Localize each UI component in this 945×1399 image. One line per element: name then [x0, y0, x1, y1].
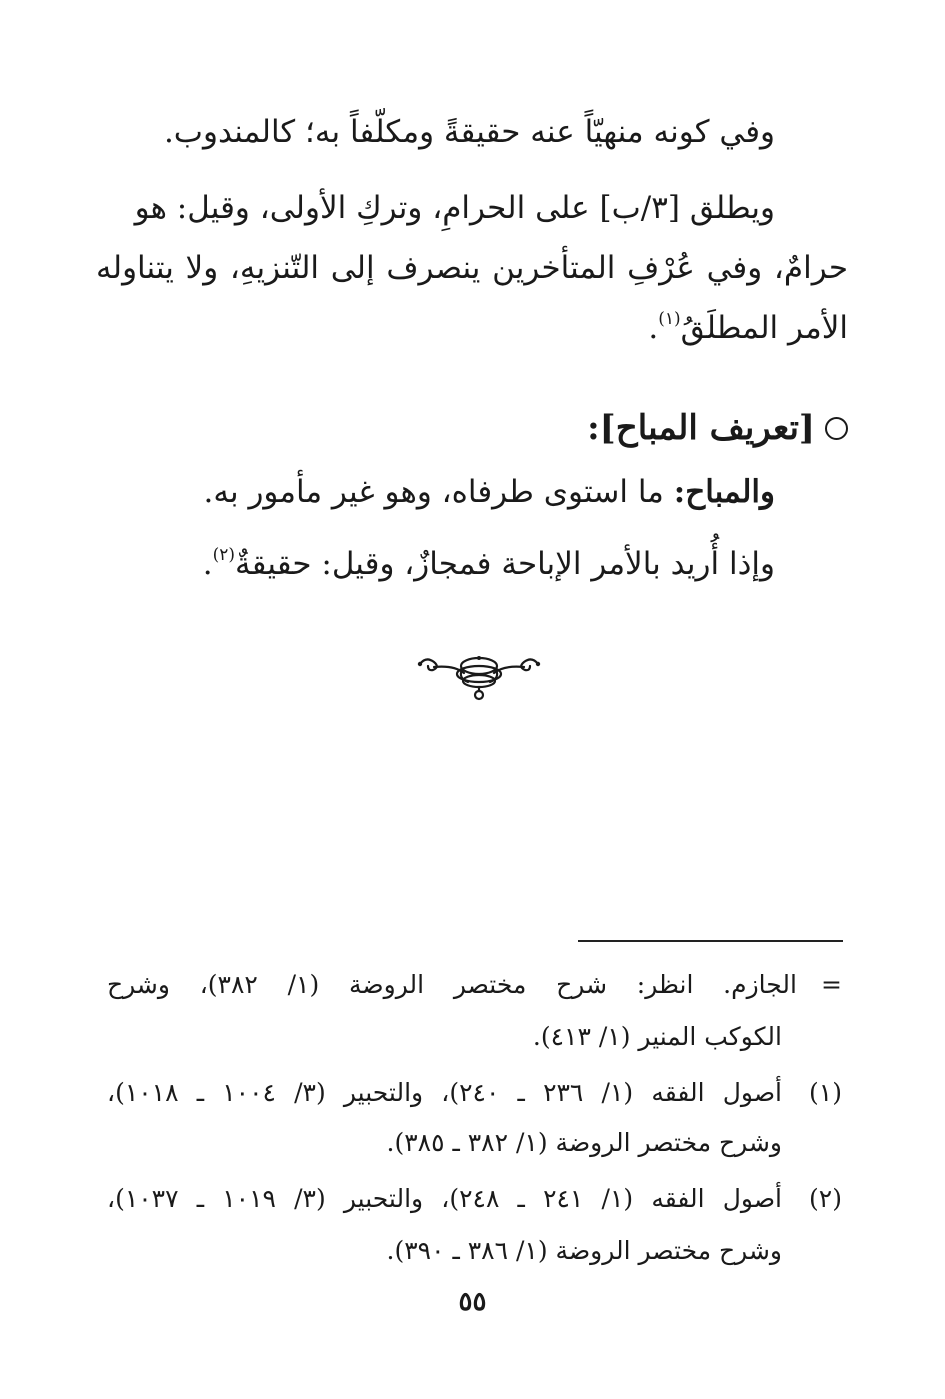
footnote-cont-line-2: الكوكب المنير (١/ ٤١٣). — [532, 1022, 782, 1051]
body-line-3: حرامٌ، وفي عُرْفِ المتأخرين ينصرف إلى التّنزيهِ، ولا يتناوله — [96, 250, 848, 286]
definition-term: والمباح: — [673, 474, 775, 510]
body-line-2: ويطلق [٣/ب] على الحرامِ، وتركِ الأولى، وقيل: هو — [134, 190, 775, 226]
footnote-ref-1[interactable]: (١) — [658, 309, 681, 329]
footnote-separator — [578, 940, 843, 942]
section-heading-text: [تعريف المباح]: — [587, 408, 815, 448]
section-heading — [587, 406, 848, 450]
footnote-2-line-1: أصول الفقه (١/ ٢٤١ ـ ٢٤٨)، والتحبير (٣/ ١٠١٩ ـ ١٠٣٧)، — [107, 1184, 782, 1213]
definition-text: ما استوى طرفاه، وهو غير مأمور به. — [203, 474, 674, 510]
body-line-1: وفي كونه منهيّاً عنه حقيقةً ومكلّفاً به؛ كالمندوب. — [163, 114, 775, 150]
definition-line — [96, 472, 775, 512]
body-line-4-end: . — [648, 310, 659, 346]
footnote-ref-2[interactable]: (٢) — [212, 545, 236, 565]
footnote-2-number: (٢) — [809, 1184, 842, 1213]
ornament-icon — [416, 648, 542, 702]
body-line-4 — [96, 308, 848, 348]
footnote-1-line-2: وشرح مختصر الروضة (١/ ٣٨٢ ـ ٣٨٥). — [386, 1128, 782, 1157]
circle-bullet-icon — [825, 417, 848, 440]
footnote-2-line-2: وشرح مختصر الروضة (١/ ٣٨٦ ـ ٣٩٠). — [386, 1236, 782, 1265]
footnote-1-number: (١) — [809, 1078, 842, 1107]
section-line-2 — [96, 544, 775, 584]
footnote-continuation-mark: = — [821, 970, 842, 999]
section-line-2-text: وإذا أُريد بالأمر الإباحة فمجازٌ، وقيل: حقيقةٌ — [235, 546, 775, 582]
section-line-2-end: . — [202, 546, 213, 582]
page-number: ٥٥ — [458, 1287, 487, 1317]
footnote-1-line-1: أصول الفقه (١/ ٢٣٦ ـ ٢٤٠)، والتحبير (٣/ ١٠٠٤ ـ ١٠١٨)، — [107, 1078, 782, 1107]
footnote-cont-line-1: الجازم. انظر: شرح مختصر الروضة (١/ ٣٨٢)، وشرح — [107, 970, 797, 999]
body-line-4-text: الأمر المطلَقُ — [680, 310, 848, 346]
